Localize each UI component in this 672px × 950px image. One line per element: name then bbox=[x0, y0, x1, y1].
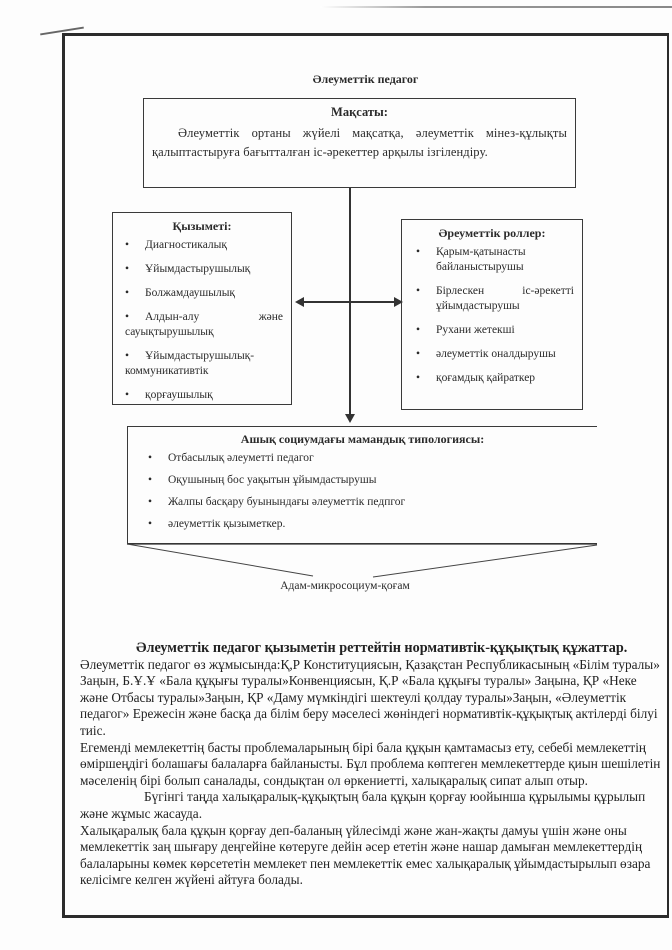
list-item: • Ұйымдастырушылық-коммуникативтік bbox=[125, 350, 255, 377]
typology-heading: Ашық социумдағы мамандық типологиясы: bbox=[240, 432, 485, 446]
funnel-lines bbox=[120, 535, 610, 585]
list-item: • әлеуметтік қызыметкер. bbox=[148, 518, 286, 530]
roles-list bbox=[402, 245, 582, 386]
connector-horizontal-line bbox=[302, 301, 398, 303]
goal-box bbox=[143, 98, 576, 188]
functions-box bbox=[112, 212, 292, 405]
scan-artifact-line bbox=[320, 6, 672, 8]
paragraph: Халықаралық бала құқын қорғау деп-баланың үйлесімді және жан-жақты дамуы үшін және оны мемлекеттік заң шығару деңгейіне көтеруге дейін әсер ететін және нашар дамыған мемлекеттердің балаларыны көмек көрсететін мемлекет пен мемлекеттік емес халықаралық ұйымдастырылып өзара келісімге келген жүйені айтуға болады. bbox=[80, 822, 651, 888]
bullet-icon: • bbox=[416, 324, 421, 336]
bullet-icon: • bbox=[416, 285, 421, 297]
goal-heading: Мақсаты: bbox=[331, 105, 388, 119]
diagram-title: Әлеуметтік педагог bbox=[312, 72, 419, 86]
list-item: • әлеуметтік оналдырушы bbox=[416, 348, 556, 360]
functions-list bbox=[113, 238, 291, 403]
list-item: • қорғаушылық bbox=[125, 389, 213, 401]
list-item: • Алдын-алу және сауықтырушылық bbox=[125, 311, 283, 338]
list-item: • Ұйымдастырушылық bbox=[125, 263, 251, 275]
list-item: • Жалпы басқару буынындағы әлеуметтік педпгог bbox=[148, 496, 406, 508]
section-heading: Әлеуметтік педагог қызыметін реттейтін нормативтік-құқықтық құжаттар. bbox=[136, 640, 628, 656]
funnel-label: Адам-микросоциум-қоғам bbox=[280, 580, 410, 592]
bullet-icon: • bbox=[416, 246, 421, 258]
list-item: • Қарым-қатынасты байланыстырушы bbox=[416, 246, 526, 273]
list-item: • Оқушының бос уақытын ұйымдастырушы bbox=[148, 474, 377, 486]
bullet-icon: • bbox=[125, 311, 130, 323]
list-item: • Бірлескен іс-әрекетті ұйымдастырушы bbox=[416, 285, 574, 312]
bullet-icon: • bbox=[125, 263, 130, 275]
roles-box bbox=[401, 219, 583, 410]
arrow-down-icon bbox=[345, 414, 355, 423]
typology-list bbox=[128, 451, 597, 532]
list-item: • Диагностикалық bbox=[125, 239, 227, 251]
paragraph: Бүгінгі таңда халықаралық-құқықтың бала құқын қорғау юойынша құрылымы құрылып және жұмыс жасауда. bbox=[80, 789, 646, 821]
document-body bbox=[80, 640, 668, 889]
list-item: • Отбасылық әлеуметті педагог bbox=[148, 452, 314, 464]
list-item: • Болжамдаушылық bbox=[125, 287, 236, 299]
list-item: • қоғамдық қайраткер bbox=[416, 372, 536, 384]
bullet-icon: • bbox=[148, 452, 153, 464]
bullet-icon: • bbox=[416, 372, 421, 384]
roles-heading: Әреуметтік роллер: bbox=[438, 226, 546, 240]
bullet-icon: • bbox=[125, 239, 130, 251]
paragraph: Егеменді мемлекеттің басты проблемаларының бірі бала құқын қамтамасыз ету, себебі мемлекеттің өміршеңдігі болашағы балаларға байланысты. Бұл проблема көптеген мемлекеттерде қиын шешілетін мәселенің бірі болып саналады, сондықтан ол өркениетті, халықаралық сипат алып отыр. bbox=[80, 739, 661, 788]
typology-box bbox=[127, 426, 597, 544]
bullet-icon: • bbox=[125, 287, 130, 299]
list-item: • Рухани жетекші bbox=[416, 324, 515, 336]
bullet-icon: • bbox=[148, 474, 153, 486]
paragraph: Әлеуметтік педагог өз жұмысында:Қ,Р Конституциясын, Қазақстан Республикасының «Білім туралы» Заңын, Б.Ұ.Ұ «Бала құқығы туралы»Конвенциясын, Қ.Р «Бала құқығы туралы» Заңына, ҚР «Неке және Отбасы туралы»Заңын, ҚР «Даму мүмкіндігі шектеулі қолдау туралы»Заңын, «Әлеуметтік педагог» Ережесін және басқа да білім беру мәселесі жөніндегі нормативтік-құқықтық актілерді білуі тиіс. bbox=[80, 656, 660, 738]
bullet-icon: • bbox=[148, 518, 153, 530]
arrow-left-icon bbox=[295, 297, 304, 307]
bullet-icon: • bbox=[125, 350, 130, 362]
functions-heading: Қызыметі: bbox=[172, 219, 232, 233]
bullet-icon: • bbox=[416, 348, 421, 360]
bullet-icon: • bbox=[125, 389, 130, 401]
goal-text: Әлеуметтік ортаны жүйелі мақсатқа, әлеуметтік мінез-құлықты қалыптастыруға бағытталған іс-әрекеттер арқылы ізгілендіру. bbox=[152, 126, 567, 159]
bullet-icon: • bbox=[148, 496, 153, 508]
